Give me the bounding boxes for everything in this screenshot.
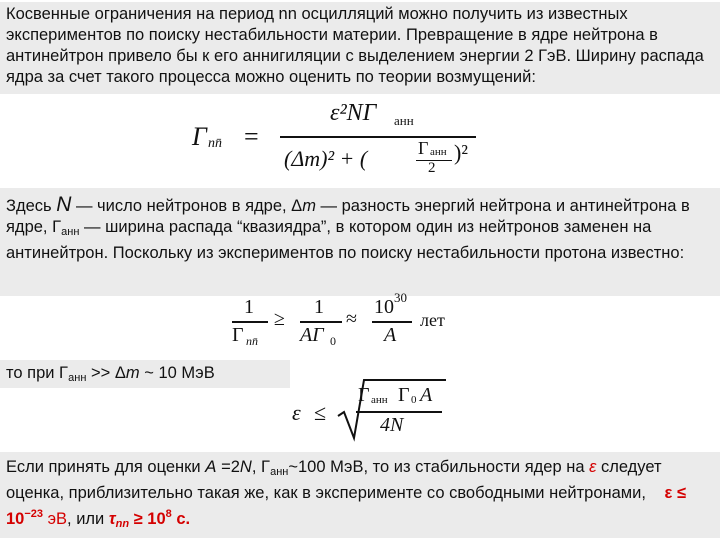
eq1-numerator-sub: анн — [394, 113, 414, 128]
eq1-lhs: Γ — [192, 122, 207, 151]
paragraph-conclusion: Если принять для оценки A =2N, $\Gamma_{анн}\sim 100$ МэВ, то из стабильности ядер на ε следует оценка, приблизительно такая же, как в эксперименте со свободными нейтронами, $\varepsilon \le 10^{-23}$ эВ, или $\tau_{nn} \ge 10^8$ с. — [0, 452, 720, 538]
paragraph-condition: то при $\Gamma_{анн} >> \Delta m$ ~ 10 МэВ — [0, 360, 290, 388]
result-tau: τ — [108, 510, 116, 528]
eq1-lhs-sub: nn̄ — [208, 136, 222, 151]
eq1-denominator: (Δm)² + ( — [284, 146, 368, 171]
eq1-den-gamma: Γ — [418, 138, 429, 158]
eq1-numerator: ε²NΓ — [330, 100, 377, 126]
result-epsilon: ε ≤ 10 — [6, 484, 687, 528]
eq1-den-sub: анн — [430, 146, 447, 158]
paragraph-intro: Косвенные ограничения на период nn осцилляций можно получить из известных экспериментов по поиску нестабильности материи. Превращение в ядре нейтрона в антинейтрон привело бы к его аннигиляции с выделением энергии 2 ГэВ. Ширину распада ядра за счет такого процесса можно оценить по теории возмущений: — [0, 2, 720, 94]
eq1-den-close: )² — [454, 140, 468, 165]
eq1-fraction-line — [280, 136, 476, 138]
eq1-den-two: 2 — [428, 160, 436, 176]
eq1-equals: = — [244, 122, 259, 151]
paragraph-definitions: Здесь N — число нейтронов в ядре, Δm — разность энергий нейтрона и антинейтрона в ядре, $\Gamma_{анн}$ — ширина распада “квазиядра”, в котором один из нейтронов заменен на антинейтрон. Поскольку из экспериментов по поиску нестабильности протона известно: — [0, 188, 720, 296]
